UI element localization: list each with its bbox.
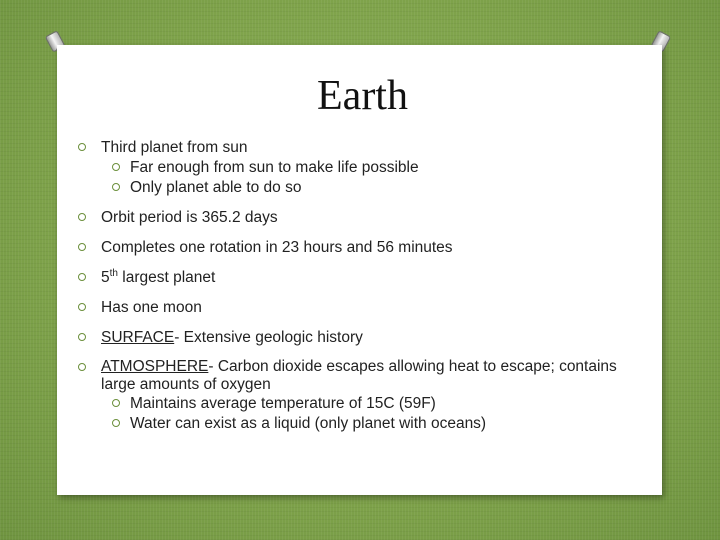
bullet-moon — [78, 298, 638, 318]
slide-title — [57, 72, 662, 120]
bullet-circle-icon — [112, 183, 120, 191]
sub-bullet-text: Maintains average temperature of 15C (59F) — [130, 395, 436, 412]
sub-bullet-temperature — [101, 394, 638, 414]
bullet-circle-icon — [78, 143, 86, 151]
bullet-atmosphere — [78, 358, 638, 434]
bullet-rotation — [78, 238, 638, 258]
bullet-circle-icon — [78, 303, 86, 311]
bullet-term: SURFACE — [101, 329, 175, 346]
bullet-text: - Extensive geologic history — [174, 329, 363, 346]
bullet-circle-icon — [112, 163, 120, 171]
sub-bullet-list — [101, 394, 638, 434]
sub-bullet-text: Far enough from sun to make life possible — [130, 159, 419, 176]
bullet-list — [78, 138, 638, 444]
bullet-text: Third planet from sun — [101, 139, 248, 156]
sub-bullet-list — [101, 158, 638, 198]
bullet-number: 5 — [101, 269, 110, 286]
bullet-term: ATMOSPHERE — [101, 358, 209, 375]
bullet-text: - Carbon dioxide escapes allowing heat to escape; contains large amounts of oxygen — [101, 358, 617, 393]
bullet-circle-icon — [112, 399, 120, 407]
sub-bullet-far-enough — [101, 158, 638, 178]
bullet-circle-icon — [112, 419, 120, 427]
bullet-text: largest planet — [117, 269, 216, 286]
bullet-superscript: th — [109, 267, 118, 279]
bullet-text: Has one moon — [101, 299, 202, 316]
bullet-largest-planet — [78, 268, 638, 288]
bullet-circle-icon — [78, 243, 86, 251]
bullet-surface — [78, 328, 638, 348]
slide-title-text: Earth — [317, 73, 408, 119]
bullet-circle-icon — [78, 273, 86, 281]
sub-bullet-text: Water can exist as a liquid (only planet with oceans) — [130, 415, 487, 432]
bullet-text: Orbit period is 365.2 days — [101, 209, 278, 226]
bullet-circle-icon — [78, 363, 86, 371]
bullet-orbit-period — [78, 208, 638, 228]
bullet-circle-icon — [78, 333, 86, 341]
sub-bullet-text: Only planet able to do so — [130, 179, 302, 196]
sub-bullet-oceans — [101, 414, 638, 434]
bullet-circle-icon — [78, 213, 86, 221]
sub-bullet-only-planet — [101, 178, 638, 198]
bullet-third-planet — [78, 138, 638, 198]
bullet-text: Completes one rotation in 23 hours and 56 minutes — [101, 239, 453, 256]
